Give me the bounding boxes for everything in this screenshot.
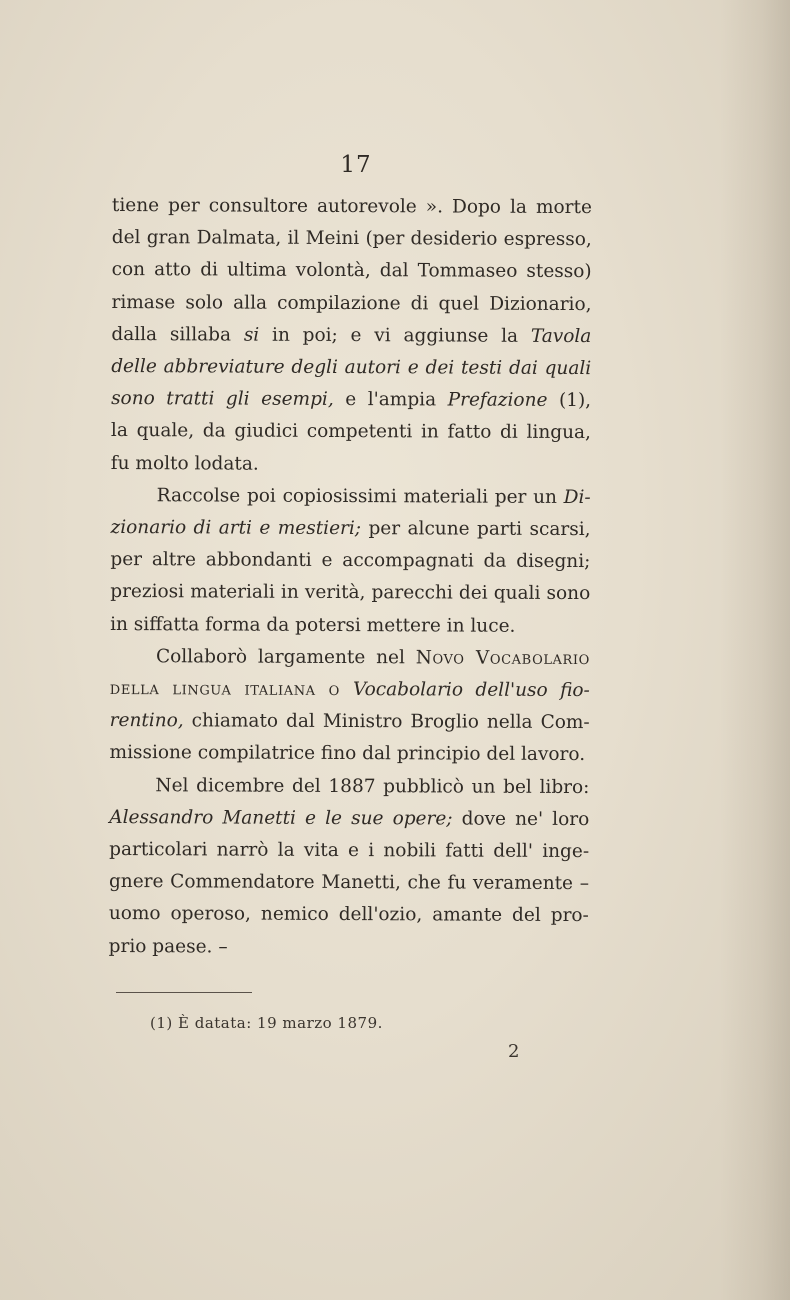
text-run-italic: si [243, 324, 260, 346]
text-line: particolari narrò la vita e i nobili fatti dell' inge- [109, 839, 590, 863]
text-line: rimase solo alla compilazione di quel Dizionario, [111, 291, 592, 315]
text-run-smallcaps: Novo Vocabolario [415, 647, 591, 669]
text-run: Raccolse poi copiosissimi materiali per un [156, 485, 564, 508]
text-line: uomo operoso, nemico dell'ozio, amante del pro- [108, 903, 589, 927]
text-line: la quale, da giudici competenti in fatto di lingua, [110, 420, 591, 444]
text-run-italic: rentino, [109, 710, 184, 732]
text-line: con atto di ultima volontà, dal Tommaseo stesso) [111, 259, 592, 283]
text-line [110, 673, 590, 707]
text-run-italic: Tavola [530, 325, 592, 347]
footnote: (1) È datata: 19 marzo 1879. [150, 1014, 383, 1032]
text-run: (1), [547, 390, 592, 412]
text-line [109, 802, 589, 836]
text-run: e l'ampia [333, 389, 448, 411]
text-line [111, 383, 591, 417]
text-line: del gran Dalmata, il Meini (per desiderio espresso, [111, 227, 592, 251]
text-run-italic: Di- [563, 486, 591, 508]
text-line [111, 480, 591, 514]
text-run: per alcune parti scarsi, [361, 518, 591, 541]
page-number: 17 [340, 152, 372, 178]
text-line: gnere Commendatore Manetti, che fu veramente – [108, 871, 590, 895]
text-run-italic: Alessandro Manetti e le sue opere; [109, 806, 453, 830]
text-line [110, 705, 590, 739]
text-run: Collaborò largamente nel [155, 646, 416, 669]
text-line: missione compilatrice fino dal principio del lavoro. [109, 742, 586, 766]
text-line: preziosi materiali in verità, parecchi dei quali sono [110, 581, 591, 605]
text-line: delle abbreviature degli autori e dei testi dai quali [111, 356, 592, 380]
signature-mark: 2 [508, 1041, 520, 1062]
text-run-italic: Vocabolario dell'uso fio- [352, 679, 590, 702]
text-line [111, 319, 591, 353]
text-line: per altre abbondanti e accompagnati da disegni; [110, 549, 591, 573]
text-line: Nel dicembre del 1887 pubblicò un bel libro: [155, 774, 590, 798]
text-run: chiamato dal Ministro Broglio nella Com- [183, 710, 590, 734]
footnote-rule [116, 992, 252, 993]
text-line [110, 641, 590, 675]
text-run: dove ne' loro [452, 808, 590, 830]
text-run-italic: zionario di arti e mestieri; [110, 517, 362, 540]
text-run-smallcaps: della lingua italiana [109, 678, 316, 700]
text-line: prio paese. – [108, 935, 228, 958]
text-run-italic: sono tratti gli esempi, [111, 388, 334, 411]
text-run: dalla sillaba [111, 323, 244, 346]
text-run-smallcaps: o [315, 678, 354, 701]
text-line: in siffatta forma da potersi mettere in luce. [110, 613, 516, 637]
text-line [110, 512, 590, 546]
page-edge-shadow [720, 0, 790, 1300]
body-text [109, 190, 592, 965]
text-line: fu molto lodata. [110, 452, 259, 475]
text-run: in poi; e vi aggiunse la [259, 324, 531, 347]
text-line: tiene per consultore autorevole ». Dopo la morte [111, 194, 592, 219]
text-run-italic: Prefazione [447, 389, 548, 412]
